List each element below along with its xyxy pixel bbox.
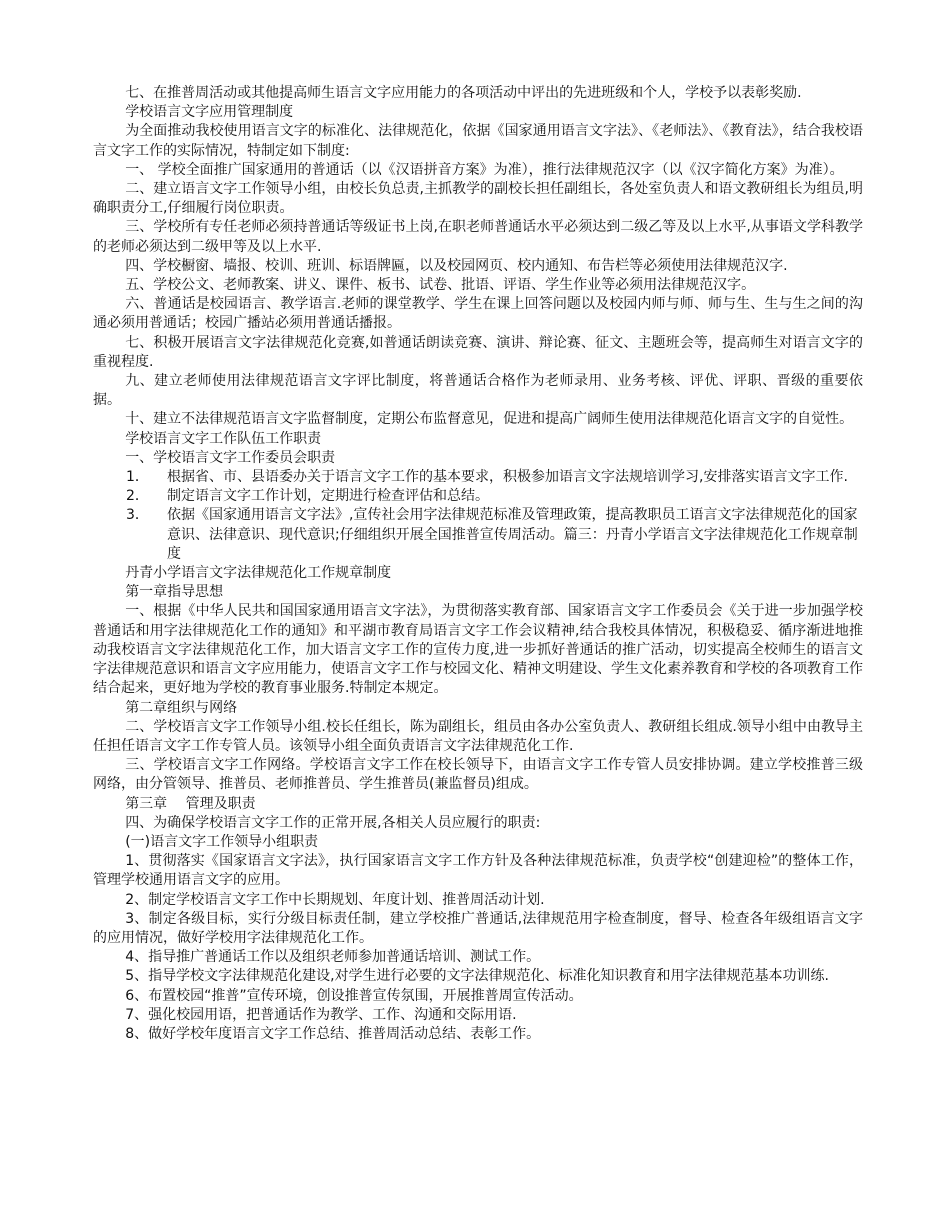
- heading-chapter-3: 第三章 管理及职责: [125, 795, 256, 812]
- list-number: 2．: [126, 488, 149, 505]
- heading-chapter-1: 第一章指导思想: [125, 584, 224, 601]
- heading-danqing-rules: 丹青小学语言文字法律规范化工作规章制度: [125, 565, 392, 582]
- paragraph-duty-4: 4、指导推广普通话工作以及组织老师参加普通话培训、测试工作。: [125, 949, 541, 966]
- heading-committee-duties: 一、学校语言文字工作委员会职责: [125, 449, 336, 466]
- committee-duty-list: [93, 468, 863, 564]
- list-item: [93, 506, 863, 564]
- paragraph-rule-7: 七、积极开展语言文字法律规范化竞赛,如普通话朗读竞赛、演讲、辩论赛、征文、主题班会等，提高师生对语言文字的重视程度.: [93, 334, 863, 370]
- paragraph-rule-1: 一、 学校全面推广国家通用的普通话（以《汉语拼音方案》为准），推行法律规范汉字（以《汉字简化方案》为准）。: [125, 161, 844, 178]
- paragraph-duties-intro: 四、为确保学校语言文字工作的正常开展,各相关人员应履行的职责:: [125, 814, 541, 831]
- paragraph-rule-4: 四、学校橱窗、墙报、校训、班训、标语牌匾，以及校园网页、校内通知、布告栏等必须使用法律规范汉字.: [125, 257, 788, 274]
- list-item: [93, 468, 863, 487]
- paragraph-duty-1: 1、贯彻落实《国家语言文字法》，执行国家语言文字工作方针及各种法律规范标准，负责学校“创建迎检”的整体工作，管理学校通用语言文字的应用。: [93, 853, 863, 889]
- list-text: 制定语言文字工作计划，定期进行检查评估和总结。: [167, 488, 489, 505]
- heading-team-duties: 学校语言文字工作队伍工作职责: [125, 430, 322, 447]
- paragraph-duty-5: 5、指导学校文字法律规范化建设,对学生进行必要的文字法律规范化、标准化知识教育和用字法律规范基本功训练.: [125, 968, 829, 985]
- paragraph-duty-7: 7、强化校园用语，把普通话作为教学、工作、沟通和交际用语.: [125, 1006, 517, 1023]
- list-number: 1．: [126, 469, 149, 486]
- heading-group-duties: (一)语言文字工作领导小组职责: [125, 833, 319, 850]
- paragraph-rule-9: 九、建立老师使用法律规范语言文字评比制度，将普通话合格作为老师录用、业务考核、评优、评职、晋级的重要依据。: [93, 373, 863, 409]
- list-text: 根据省、市、县语委办关于语言文字工作的基本要求，积极参加语言文字法规培训学习,安排落实语言文字工作.: [167, 469, 848, 486]
- paragraph-guiding-idea: 一、根据《中华人民共和国国家通用语言文字法》，为贯彻落实教育部、国家语言文字工作委员会《关于进一步加强学校普通话和用字法律规范化工作的通知》和平湖市教育局语言文字工作会议精神,结合我校具体情况，积极稳妥、循序渐进地推动我校语言文字法律规范化工作，加大语言文字工作的宣传力度,进一步抓好普通话的推广活动，切实提高全校师生的语言文字法律规范意识和语言文字应用能力，使语言文字工作与校园文化、精神文明建设、学生文化素养教育和学校的各项教育工作结合起来，更好地为学校的教育事业服务.特制定本规定。: [93, 603, 863, 697]
- paragraph-network: 三、学校语言文字工作网络。学校语言文字工作在校长领导下，由语言文字工作专管人员安排协调。建立学校推普三级网络，由分管领导、推普员、老师推普员、学生推普员(兼监督员)组成。: [93, 757, 863, 793]
- paragraph-duty-8: 8、做好学校年度语言文字工作总结、推普周活动总结、表彰工作。: [125, 1025, 541, 1042]
- paragraph-duty-3: 3、制定各级目标，实行分级目标责任制，建立学校推广普通话,法律规范用字检查制度，督导、检查各年级组语言文字的应用情况，做好学校用字法律规范化工作。: [93, 910, 863, 946]
- paragraph-duty-2: 2、制定学校语言文字工作中长期规划、年度计划、推普周活动计划.: [125, 891, 545, 908]
- paragraph-leadership-group: 二、学校语言文字工作领导小组.校长任组长，陈为副组长，组员由各办公室负责人、教研组长组成.领导小组中由教导主任担任语言文字工作专管人员。该领导小组全面负责语言文字法律规范化工作.: [93, 718, 863, 754]
- list-text: 依据《国家通用语言文字法》,宣传社会用字法律规范标准及管理政策，提高教职员工语言文字法律规范化的国家意识、法律意识、现代意识;仔细组织开展全国推普宣传周活动。篇三：丹青小学语言文字法律规范化工作规章制度: [167, 507, 858, 562]
- list-item: [93, 487, 863, 506]
- paragraph-intro: 为全面推动我校使用语言文字的标准化、法律规范化，依据《国家通用语言文字法》、《老师法》、《教育法》，结合我校语言文字工作的实际情况，特制定如下制度:: [93, 123, 863, 159]
- paragraph-duty-6: 6、布置校园“推普”宣传环境，创设推普宣传氛围，开展推普周宣传活动。: [125, 987, 583, 1004]
- paragraph-rule-2: 二、建立语言文字工作领导小组，由校长负总责,主抓教学的副校长担任副组长，各处室负责人和语文教研组长为组员,明确职责分工,仔细履行岗位职责。: [93, 181, 863, 217]
- paragraph-rule-10: 十、建立不法律规范语言文字监督制度，定期公布监督意见，促进和提高广阔师生使用法律规范化语言文字的自觉性。: [125, 411, 854, 428]
- paragraph-award: 七、在推普周活动或其他提高师生语言文字应用能力的各项活动中评出的先进班级和个人，学校予以表彰奖励.: [125, 85, 802, 101]
- list-number: 3．: [126, 507, 149, 524]
- paragraph-rule-3: 三、学校所有专任老师必须持普通话等级证书上岗,在职老师普通话水平必须达到二级乙等及以上水平,从事语文学科教学的老师必须达到二级甲等及以上水平.: [93, 219, 863, 255]
- heading-chapter-2: 第二章组织与网络: [125, 699, 238, 716]
- document-page: [93, 84, 863, 1044]
- paragraph-rule-5: 五、学校公文、老师教案、讲义、课件、板书、试卷、批语、评语、学生作业等必须用法律规范汉字。: [125, 277, 756, 294]
- heading-management-system: 学校语言文字应用管理制度: [125, 104, 294, 121]
- paragraph-rule-6: 六、普通话是校园语言、教学语言.老师的课堂教学、学生在课上回答问题以及校园内师与师、师与生、生与生之间的沟通必须用普通话；校园广播站必须用普通话播报。: [93, 296, 863, 332]
